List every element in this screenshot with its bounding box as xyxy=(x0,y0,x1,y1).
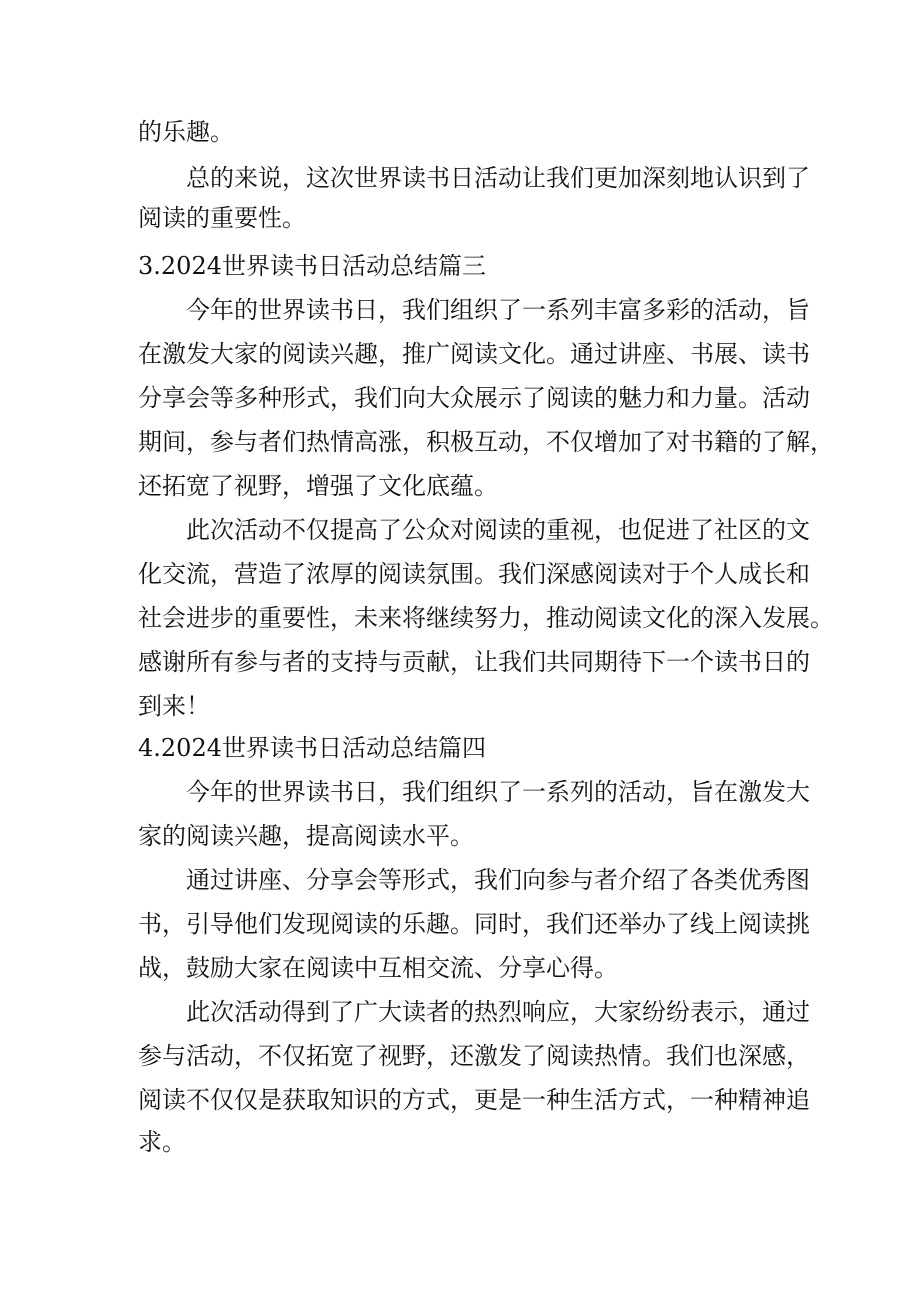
section-heading: 4.2024世界读书日活动总结篇四 xyxy=(138,734,486,762)
text-line: 到来！ xyxy=(138,692,210,720)
paragraph-start: 此次活动不仅提高了公众对阅读的重视，也促进了社区的文 xyxy=(186,516,810,544)
text-line: 社会进步的重要性，未来将继续努力，推动阅读文化的深入发展。 xyxy=(138,604,834,632)
section-heading: 3.2024世界读书日活动总结篇三 xyxy=(138,252,486,280)
text-line: 书，引导他们发现阅读的乐趣。同时，我们还举办了线上阅读挑 xyxy=(138,910,810,938)
text-line: 期间，参与者们热情高涨，积极互动，不仅增加了对书籍的了解， xyxy=(138,428,834,456)
text-line: 化交流，营造了浓厚的阅读氛围。我们深感阅读对于个人成长和 xyxy=(138,560,810,588)
text-line: 在激发大家的阅读兴趣，推广阅读文化。通过讲座、书展、读书 xyxy=(138,340,810,368)
paragraph-start: 此次活动得到了广大读者的热烈响应，大家纷纷表示，通过 xyxy=(186,998,810,1026)
text-line: 战，鼓励大家在阅读中互相交流、分享心得。 xyxy=(138,954,618,982)
paragraph-start: 通过讲座、分享会等形式，我们向参与者介绍了各类优秀图 xyxy=(186,866,810,894)
text-line: 还拓宽了视野，增强了文化底蕴。 xyxy=(138,472,498,500)
paragraph-start: 今年的世界读书日，我们组织了一系列丰富多彩的活动，旨 xyxy=(186,296,810,324)
text-line: 家的阅读兴趣，提高阅读水平。 xyxy=(138,822,474,850)
paragraph-start: 总的来说，这次世界读书日活动让我们更加深刻地认识到了 xyxy=(186,164,810,192)
text-line: 参与活动，不仅拓宽了视野，还激发了阅读热情。我们也深感， xyxy=(138,1042,810,1070)
paragraph-start: 今年的世界读书日，我们组织了一系列的活动，旨在激发大 xyxy=(186,778,810,806)
text-line: 分享会等多种形式，我们向大众展示了阅读的魅力和力量。活动 xyxy=(138,384,810,412)
text-line: 求。 xyxy=(138,1128,186,1156)
text-line: 的乐趣。 xyxy=(138,118,234,146)
text-line: 感谢所有参与者的支持与贡献，让我们共同期待下一个读书日的 xyxy=(138,648,810,676)
text-line: 阅读不仅仅是获取知识的方式，更是一种生活方式，一种精神追 xyxy=(138,1086,810,1114)
text-line: 阅读的重要性。 xyxy=(138,204,306,232)
